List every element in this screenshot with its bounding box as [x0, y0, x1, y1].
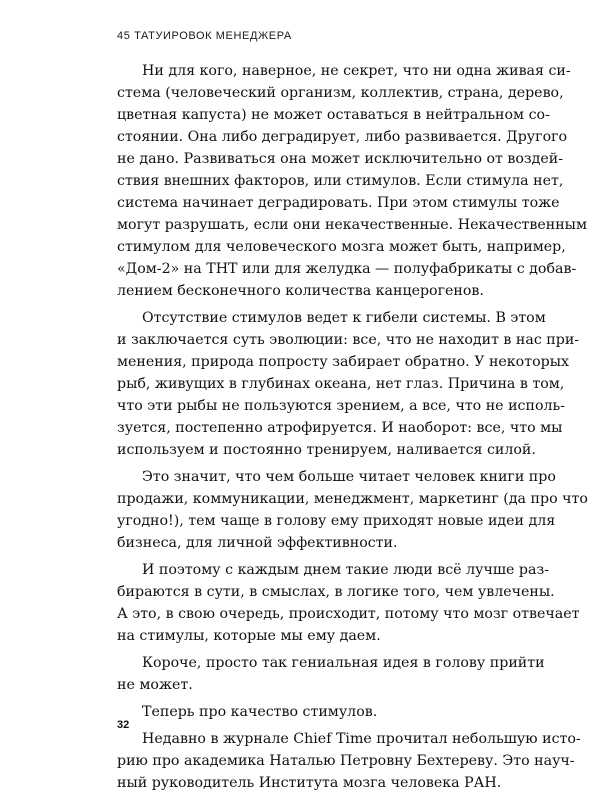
text-line: рыб, живущих в глубинах океана, нет глаз. Причина в том, [117, 376, 565, 392]
text-line: угодно!), тем чаще в голову ему приходят новые идеи для [117, 513, 556, 529]
text-line: могут разрушать, если они некачественные. Некачественным [117, 217, 587, 233]
body-text [117, 60, 588, 799]
text-line: стимулом для человеческого мозга может быть, например, [117, 239, 566, 255]
paragraph [117, 559, 580, 647]
text-line: не дано. Развиваться она может исключительно от воздей- [117, 151, 564, 167]
paragraph [117, 652, 545, 696]
page-number: 32 [117, 719, 130, 731]
text-line: на стимулы, которые мы ему даем. [117, 628, 381, 644]
text-line: ный руководитель Института мозга человека РАН. [117, 775, 502, 791]
text-line: лением бесконечного количества канцерогенов. [117, 283, 484, 299]
text-line: «Дом-2» на ТНТ или для желудка — полуфабрикаты с добав- [117, 261, 577, 277]
text-line: используем и постоянно тренируем, наливается силой. [117, 442, 536, 458]
text-line: система начинает деградировать. При этом стимулы тоже [117, 195, 560, 211]
text-line: бизнеса, для личной эффективности. [117, 535, 398, 551]
text-line: менения, природа попросту забирает обратно. У некоторых [117, 354, 569, 370]
paragraph [117, 60, 587, 302]
text-line: цветная капуста) не может оставаться в нейтральном со- [117, 107, 550, 123]
text-line: ствия внешних факторов, или стимулов. Если стимула нет, [117, 173, 564, 189]
text-line: Короче, просто так гениальная идея в голову прийти [142, 655, 545, 671]
text-line: Это значит, что чем больше читает человек книги про [142, 469, 556, 485]
text-line: бираются в сути, в смыслах, в логике того, чем увлечены. [117, 584, 555, 600]
text-line: А это, в свою очередь, происходит, потому что мозг отвечает [117, 606, 580, 622]
paragraph [117, 701, 503, 723]
text-line: Ни для кого, наверное, не секрет, что ни одна живая си- [142, 63, 571, 79]
paragraph [117, 728, 581, 794]
paragraph [117, 307, 580, 461]
text-line: рию про академика Наталью Петровну Бехтереву. Это науч- [117, 753, 575, 769]
running-head: 45 ТАТУИРОВОК МЕНЕДЖЕРА [117, 30, 292, 42]
text-line: стоянии. Она либо деградирует, либо развивается. Другого [117, 129, 568, 145]
text-line: стема (человеческий организм, коллектив, страна, дерево, [117, 85, 564, 101]
text-line: Недавно в журнале Chief Time прочитал небольшую исто- [142, 731, 581, 747]
paragraph [117, 466, 588, 554]
text-line: и заключается суть эволюции: все, что не находит в нас при- [117, 332, 580, 348]
text-line: Теперь про качество стимулов. [142, 704, 378, 720]
text-line: что эти рыбы не пользуются зрением, а все, что не исполь- [117, 398, 566, 414]
text-line: не может. [117, 677, 193, 693]
text-line: Отсутствие стимулов ведет к гибели системы. В этом [142, 310, 546, 326]
text-line: И поэтому с каждым днем такие люди всё лучше раз- [142, 562, 549, 578]
text-line: продажи, коммуникации, менеджмент, маркетинг (да про что [117, 491, 588, 507]
text-line: зуется, постепенно атрофируется. И наоборот: все, что мы [117, 420, 563, 436]
